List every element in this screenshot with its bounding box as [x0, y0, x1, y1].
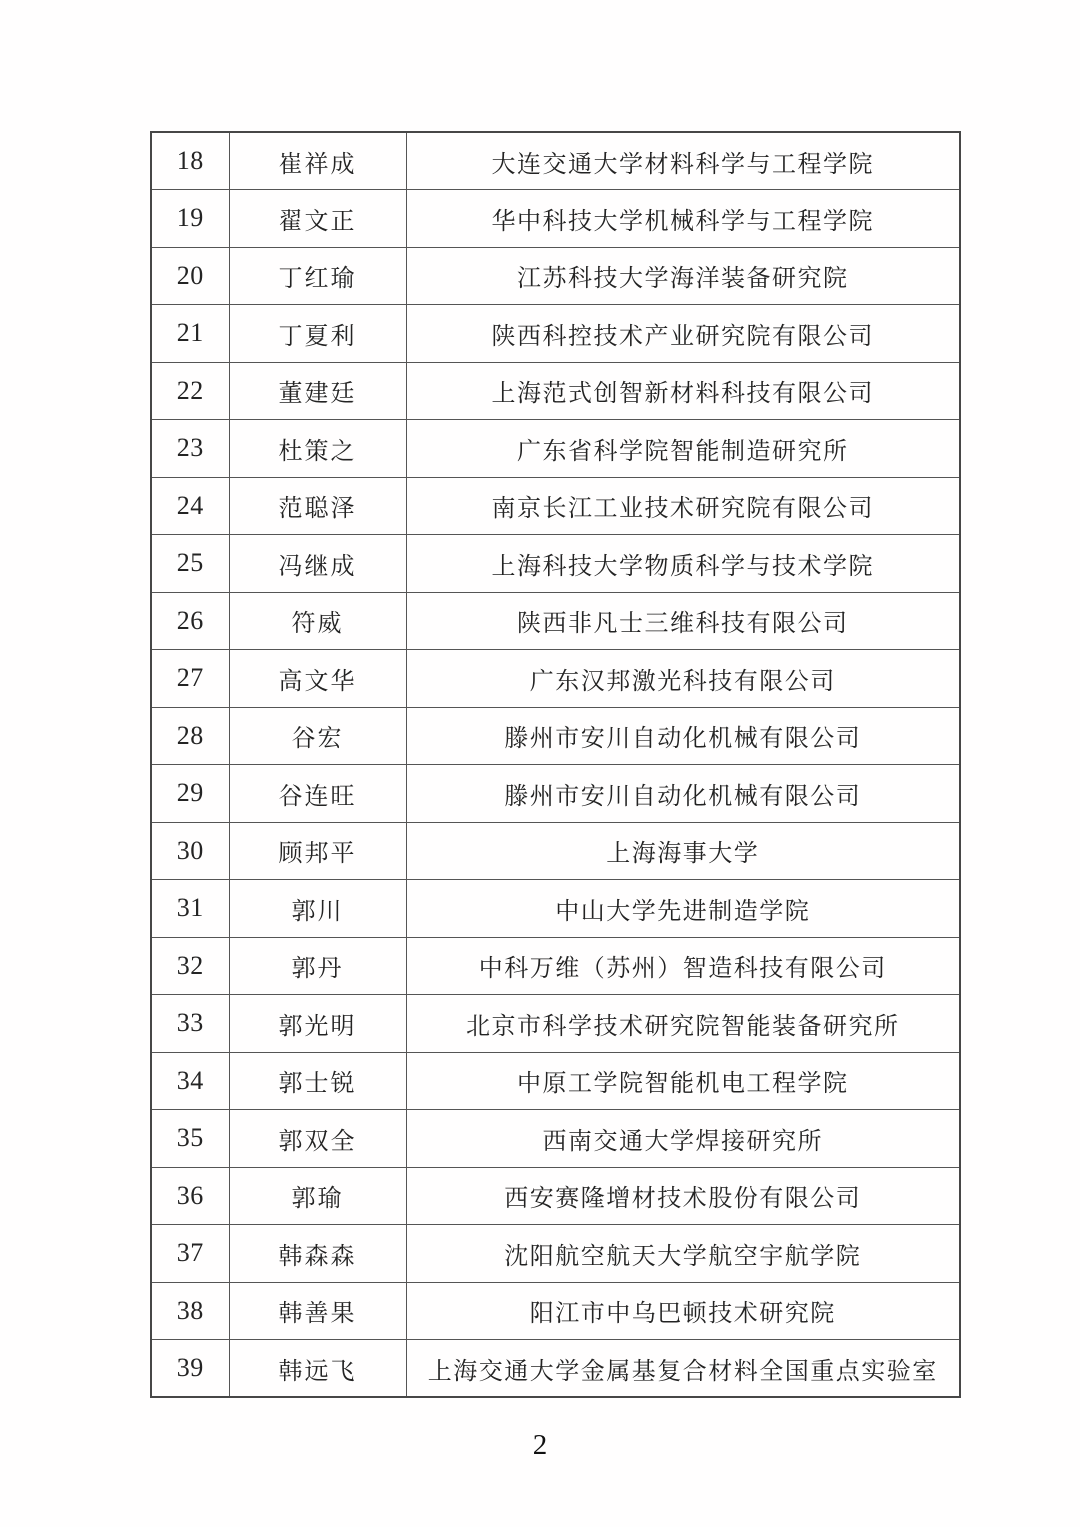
- org-cell: 北京市科学技术研究院智能装备研究所: [406, 995, 960, 1053]
- table-row: [151, 765, 960, 823]
- org-cell: 陕西非凡士三维科技有限公司: [406, 592, 960, 650]
- name-cell: 符威: [229, 592, 406, 650]
- org-cell: 南京长江工业技术研究院有限公司: [406, 477, 960, 535]
- org-cell: 华中科技大学机械科学与工程学院: [406, 190, 960, 248]
- name-cell: 韩善果: [229, 1282, 406, 1340]
- row-number-cell: 27: [151, 650, 229, 708]
- table-row: [151, 707, 960, 765]
- org-cell: 上海科技大学物质科学与技术学院: [406, 535, 960, 593]
- table-row: [151, 1167, 960, 1225]
- table-row: [151, 1225, 960, 1283]
- row-number-cell: 33: [151, 995, 229, 1053]
- org-cell: 上海海事大学: [406, 822, 960, 880]
- org-cell: 中山大学先进制造学院: [406, 880, 960, 938]
- org-cell: 中原工学院智能机电工程学院: [406, 1052, 960, 1110]
- name-cell: 郭士锐: [229, 1052, 406, 1110]
- name-cell: 董建廷: [229, 362, 406, 420]
- row-number-cell: 24: [151, 477, 229, 535]
- org-cell: 沈阳航空航天大学航空宇航学院: [406, 1225, 960, 1283]
- name-cell: 翟文正: [229, 190, 406, 248]
- name-cell: 崔祥成: [229, 132, 406, 190]
- org-cell: 广东汉邦激光科技有限公司: [406, 650, 960, 708]
- row-number-cell: 25: [151, 535, 229, 593]
- row-number-cell: 34: [151, 1052, 229, 1110]
- page-number: 2: [532, 1429, 548, 1461]
- table-row: [151, 535, 960, 593]
- name-cell: 顾邦平: [229, 822, 406, 880]
- row-number-cell: 22: [151, 362, 229, 420]
- table-row: [151, 1340, 960, 1398]
- org-cell: 广东省科学院智能制造研究所: [406, 420, 960, 478]
- row-number-cell: 32: [151, 937, 229, 995]
- name-cell: 高文华: [229, 650, 406, 708]
- table-row: [151, 995, 960, 1053]
- org-cell: 上海交通大学金属基复合材料全国重点实验室: [406, 1340, 960, 1398]
- table-row: [151, 247, 960, 305]
- org-cell: 陕西科控技术产业研究院有限公司: [406, 305, 960, 363]
- row-number-cell: 35: [151, 1110, 229, 1168]
- row-number-cell: 38: [151, 1282, 229, 1340]
- name-cell: 韩森森: [229, 1225, 406, 1283]
- org-cell: 西南交通大学焊接研究所: [406, 1110, 960, 1168]
- row-number-cell: 21: [151, 305, 229, 363]
- table-row: [151, 937, 960, 995]
- row-number-cell: 31: [151, 880, 229, 938]
- name-cell: 韩远飞: [229, 1340, 406, 1398]
- row-number-cell: 19: [151, 190, 229, 248]
- name-cell: 郭光明: [229, 995, 406, 1053]
- row-number-cell: 26: [151, 592, 229, 650]
- name-cell: 丁红瑜: [229, 247, 406, 305]
- org-cell: 江苏科技大学海洋装备研究院: [406, 247, 960, 305]
- row-number-cell: 37: [151, 1225, 229, 1283]
- row-number-cell: 28: [151, 707, 229, 765]
- org-cell: 阳江市中乌巴顿技术研究院: [406, 1282, 960, 1340]
- name-cell: 郭瑜: [229, 1167, 406, 1225]
- name-cell: 郭丹: [229, 937, 406, 995]
- table-row: [151, 650, 960, 708]
- org-cell: 滕州市安川自动化机械有限公司: [406, 707, 960, 765]
- org-cell: 大连交通大学材料科学与工程学院: [406, 132, 960, 190]
- row-number-cell: 36: [151, 1167, 229, 1225]
- row-number-cell: 18: [151, 132, 229, 190]
- table-row: [151, 362, 960, 420]
- table-row: [151, 1282, 960, 1340]
- row-number-cell: 29: [151, 765, 229, 823]
- name-cell: 冯继成: [229, 535, 406, 593]
- row-number-cell: 30: [151, 822, 229, 880]
- org-cell: 西安赛隆增材技术股份有限公司: [406, 1167, 960, 1225]
- table-row: [151, 592, 960, 650]
- org-cell: 滕州市安川自动化机械有限公司: [406, 765, 960, 823]
- table-row: [151, 1110, 960, 1168]
- name-cell: 谷连旺: [229, 765, 406, 823]
- name-cell: 谷宏: [229, 707, 406, 765]
- name-cell: 丁夏利: [229, 305, 406, 363]
- name-cell: 范聪泽: [229, 477, 406, 535]
- row-number-cell: 39: [151, 1340, 229, 1398]
- table-row: [151, 420, 960, 478]
- row-number-cell: 20: [151, 247, 229, 305]
- table-row: [151, 190, 960, 248]
- name-cell: 郭川: [229, 880, 406, 938]
- table-row: [151, 132, 960, 190]
- roster-body: [151, 132, 960, 1397]
- org-cell: 中科万维（苏州）智造科技有限公司: [406, 937, 960, 995]
- row-number-cell: 23: [151, 420, 229, 478]
- table-row: [151, 477, 960, 535]
- table-row: [151, 880, 960, 938]
- roster-table: [150, 131, 961, 1398]
- table-row: [151, 305, 960, 363]
- name-cell: 杜策之: [229, 420, 406, 478]
- table-row: [151, 822, 960, 880]
- org-cell: 上海范式创智新材料科技有限公司: [406, 362, 960, 420]
- table-row: [151, 1052, 960, 1110]
- name-cell: 郭双全: [229, 1110, 406, 1168]
